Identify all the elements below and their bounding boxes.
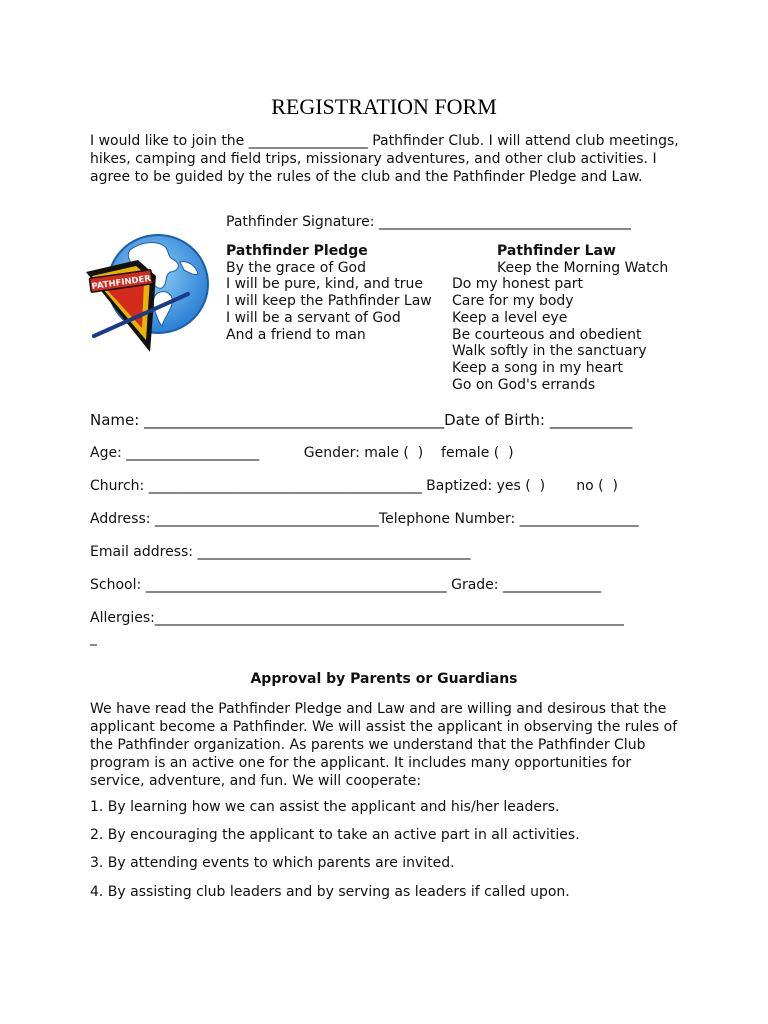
law-line: Do my honest part <box>452 276 584 293</box>
law-heading: Pathfinder Law <box>497 243 616 259</box>
cooperation-item: 4. By assisting club leaders and by serving as leaders if called upon. <box>90 884 570 900</box>
law-line: Be courteous and obedient <box>452 326 642 343</box>
pledge-line: I will be pure, kind, and true <box>226 276 423 293</box>
pathfinder-logo <box>78 232 214 360</box>
law-line: Care for my body <box>452 293 574 310</box>
pathfinder-pledge <box>226 243 432 343</box>
church-baptized-field: Church: _______________________________________ Baptized: yes ( ) no ( ) <box>90 478 618 494</box>
law-line: Walk softly in the sanctuary <box>452 343 647 360</box>
name-dob-field: Name: ________________________________________Date of Birth: ___________ <box>90 411 633 429</box>
address-phone-field: Address: ________________________________Telephone Number: _________________ <box>90 511 639 527</box>
law-line: Keep a level eye <box>452 309 568 326</box>
pledge-line: By the grace of God <box>226 259 366 276</box>
cooperation-item: 1. By learning how we can assist the applicant and his/her leaders. <box>90 799 560 815</box>
pledge-line: I will be a servant of God <box>226 309 401 326</box>
law-line: Keep a song in my heart <box>452 359 624 376</box>
allergies-field-continued: _ <box>90 630 97 646</box>
pathfinder-law <box>452 243 668 393</box>
allergies-field: Allergies:___________________________________________________________________ <box>90 610 624 626</box>
approval-paragraph: We have read the Pathfinder Pledge and Law and are willing and desirous that the applicant become a Pathfinder. We will assist the applicant in observing the rules of the Pathfinder organization. As parents we understand that the Pathfinder Club program is an active one for the applicant. It includes many opportunities for service, adventure, and fun. We will cooperate: <box>90 701 678 789</box>
intro-paragraph: I would like to join the _________________ Pathfinder Club. I will attend club meetings, hikes, camping and field trips, missionary adventures, and other club activities. I agree to be guided by the rules of the club and the Pathfinder Pledge and Law. <box>90 133 679 185</box>
cooperation-item: 2. By encouraging the applicant to take an active part in all activities. <box>90 827 580 843</box>
school-grade-field: School: ___________________________________________ Grade: ______________ <box>90 577 601 593</box>
pledge-line: And a friend to man <box>226 326 366 343</box>
law-line: Go on God's errands <box>452 376 596 393</box>
email-field: Email address: _______________________________________ <box>90 544 471 560</box>
pledge-heading: Pathfinder Pledge <box>226 243 368 259</box>
age-gender-field: Age: ___________________ Gender: male ( ) female ( ) <box>90 445 514 461</box>
signature-line: Pathfinder Signature: ____________________________________ <box>226 214 631 230</box>
cooperation-item: 3. By attending events to which parents are invited. <box>90 855 455 871</box>
page-title: REGISTRATION FORM <box>271 94 497 119</box>
logo-text: PATHFINDER <box>90 273 152 293</box>
law-line: Keep the Morning Watch <box>497 259 669 276</box>
pledge-line: I will keep the Pathfinder Law <box>226 293 432 310</box>
approval-heading: Approval by Parents or Guardians <box>250 671 518 687</box>
